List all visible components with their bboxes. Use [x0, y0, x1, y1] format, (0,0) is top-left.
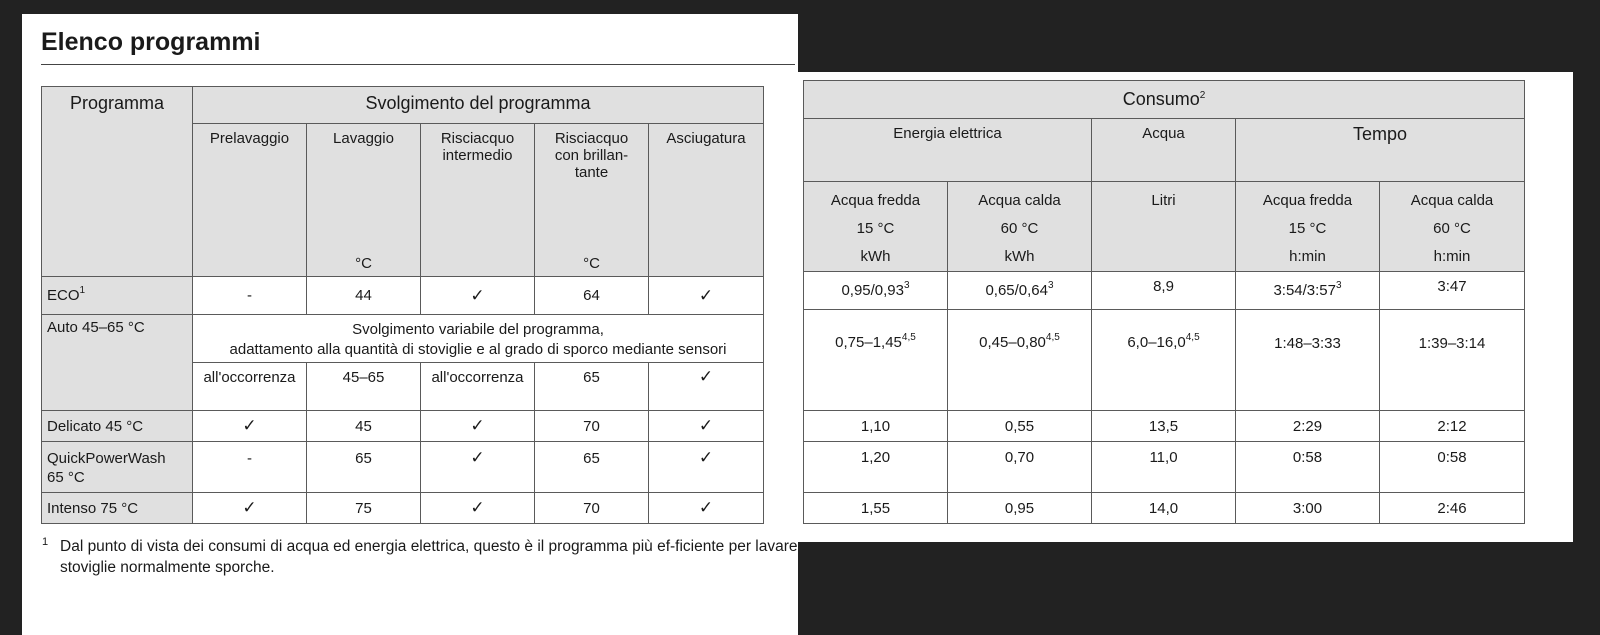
header-asciugatura: Asciugatura — [649, 124, 764, 277]
header-risciacquo-intermedio: Risciacquo intermedio — [421, 124, 535, 277]
footnote — [42, 536, 802, 578]
footnote-number: 1 — [42, 536, 49, 548]
header-energia-fredda: Acqua fredda 15 °C kWh — [804, 182, 948, 272]
check-icon: ✓ — [193, 411, 307, 442]
check-icon: ✓ — [421, 411, 535, 442]
check-icon: ✓ — [649, 411, 764, 442]
check-icon: ✓ — [649, 442, 764, 493]
check-icon: ✓ — [649, 363, 764, 411]
check-icon: ✓ — [649, 277, 764, 315]
table-row-intenso: 1,55 0,95 14,0 3:00 2:46 — [804, 493, 1525, 524]
header-consumo: Consumo$^2$ — [804, 81, 1525, 119]
table-row-auto-note — [42, 315, 764, 363]
header-svolgimento: Svolgimento del programma — [193, 87, 764, 124]
check-icon: ✓ — [421, 493, 535, 524]
header-tempo: Tempo — [1236, 119, 1525, 182]
footnote-text: Dal punto di vista dei consumi di acqua ed energia elettrica, questo è il programma più ef-ficiente per lavare stoviglie normalmente sporche. — [60, 538, 798, 576]
check-icon: ✓ — [421, 277, 535, 315]
program-name: QuickPowerWash 65 °C — [47, 450, 166, 486]
program-table — [41, 86, 764, 524]
document-page-right — [798, 72, 1573, 542]
table-row-intenso: Intenso 75 °C ✓ 75 ✓ 70 ✓ — [42, 493, 764, 524]
program-name: Delicato 45 °C — [47, 417, 144, 435]
consumption-table — [803, 80, 1525, 524]
program-name: ECO — [47, 287, 80, 304]
header-tempo-calda: Acqua calda 60 °C h:min — [1380, 182, 1525, 272]
header-litri: Litri — [1092, 182, 1236, 272]
program-name: Intenso 75 °C — [47, 499, 139, 517]
table-row-auto: all'occorrenza 45–65 all'occorrenza 65 ✓ — [42, 363, 764, 411]
header-programma: Programma — [42, 87, 193, 277]
title-rule — [41, 64, 795, 65]
header-risciacquo-brillantante: Risciacquo con brillan-tante °C — [535, 124, 649, 277]
document-page-left — [22, 14, 798, 635]
table-row-delicato: Delicato 45 °C ✓ 45 ✓ 70 ✓ — [42, 411, 764, 442]
unit-celsius-lavaggio: °C — [355, 255, 372, 272]
header-acqua: Acqua — [1092, 119, 1236, 182]
check-icon: ✓ — [649, 493, 764, 524]
program-name: Auto 45–65 °C — [47, 319, 145, 336]
header-prelavaggio: Prelavaggio — [193, 124, 307, 277]
table-row-quickpowerwash: 1,20 0,70 11,0 0:58 0:58 — [804, 442, 1525, 493]
check-icon: ✓ — [421, 442, 535, 493]
check-icon: ✓ — [193, 493, 307, 524]
auto-note-line1: Svolgimento variabile del programma, — [352, 321, 604, 338]
auto-note-line2: adattamento alla quantità di stoviglie e al grado di sporco mediante sensori — [229, 341, 727, 358]
header-energia-calda: Acqua calda 60 °C kWh — [948, 182, 1092, 272]
page-title: Elenco programmi — [41, 28, 261, 56]
table-row-eco: 0,95/0,93$^3$ 0,65/0,64$^3$ 8,9 $3:54/3:57^3$ 3:47 — [804, 272, 1525, 310]
header-tempo-fredda: Acqua fredda 15 °C h:min — [1236, 182, 1380, 272]
table-row-quickpowerwash: QuickPowerWash 65 °C - 65 ✓ 65 ✓ — [42, 442, 764, 493]
table-row-eco: ECO$^1$ - 44 ✓ 64 ✓ — [42, 277, 764, 315]
table-row-auto: 0,75–1,45$^{4,5}$ 0,45–0,80$^{4,5}$ 6,0–16,0$^{4,5}$ 1:48–3:33 1:39–3:14 — [804, 310, 1525, 411]
header-lavaggio: Lavaggio °C — [307, 124, 421, 277]
header-energia: Energia elettrica — [804, 119, 1092, 182]
table-row-delicato: 1,10 0,55 13,5 2:29 2:12 — [804, 411, 1525, 442]
unit-celsius-brillantante: °C — [583, 255, 600, 272]
